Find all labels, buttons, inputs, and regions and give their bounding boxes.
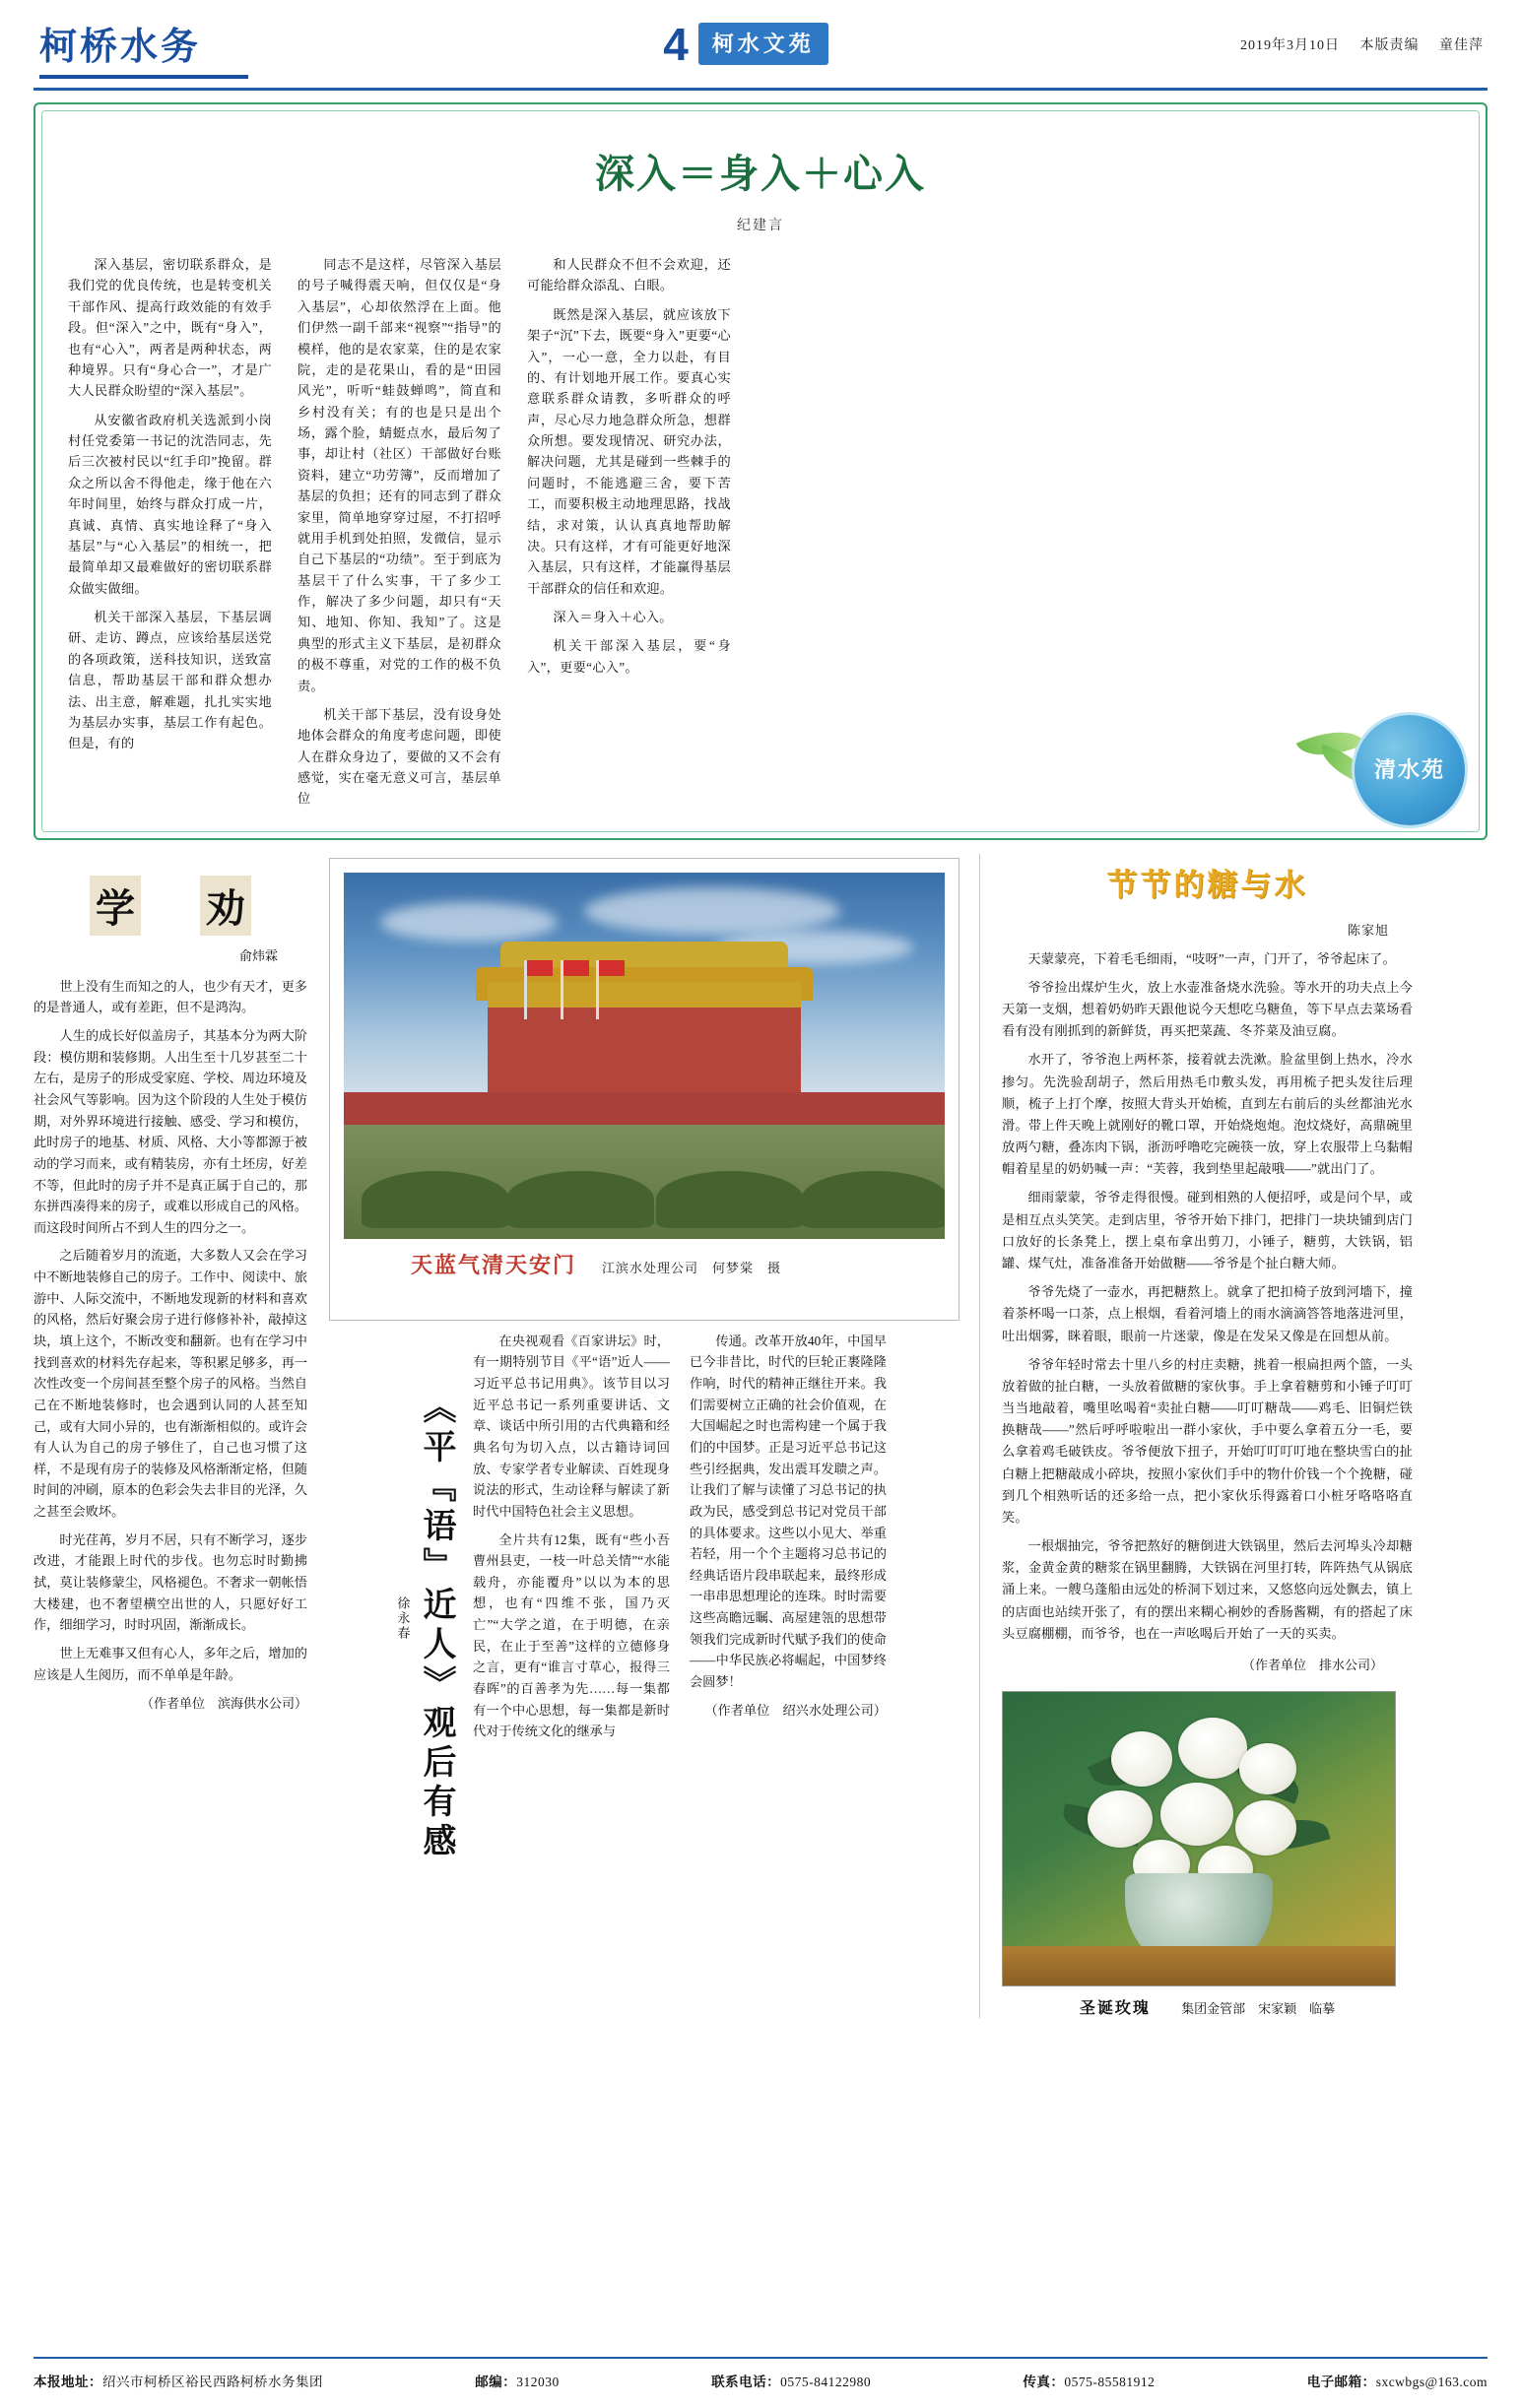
publication-logo-text: 柯桥水务 xyxy=(39,23,202,68)
pingyu-column xyxy=(690,1331,887,1862)
feature-title: 深入＝身入＋心入 xyxy=(595,151,926,197)
seal-circle-label: 清水苑 xyxy=(1355,715,1465,825)
right-paragraph: 细雨蒙蒙，爷爷走得很慢。碰到相熟的人便招呼，或是问个早，或是相互点头笑笑。走到店里，爷爷开始下排门，把排门一块块铺到店门口放好的长条凳上，摆上桌布拿出剪刀，小锤子，糖剪，大铁锅，铝罐、煤气灶，准备准备开始做糖——爷爷是个扯白糖大师。 xyxy=(1002,1190,1413,1270)
quanxue-paragraph: 世上无难事又但有心人，多年之后，增加的应该是人生阅历，而不单单是年龄。 xyxy=(33,1645,307,1682)
page-footer xyxy=(33,2357,1488,2390)
footer-fax xyxy=(1023,2371,1155,2390)
right-paragraph: 爷爷年轻时常去十里八乡的村庄卖糖，挑着一根扁担两个篮，一头放着做的扯白糖，一头放着做糖的家伙事。手上拿着糖剪和小锤子叮叮当当地敲着，嘴里吆喝着“卖扯白糖——叮叮糖哉——鸡毛、旧铜烂铁换糖哉——”然后呼呼啦啦出一群小家伙，手中要么拿着五分一毛，要么拿着鸡毛破铁皮。爷爷便放下扭子，开始叮叮叮叮地在整块雪白的扯白糖上把糖敲成小碎块，按照小家伙们手中的物什价钱一个个挽糖，碰到几个相熟听话的还多给一点，把小家伙乐得露着口小桩牙咯咯咯直笑。 xyxy=(1002,1356,1413,1525)
feature-seal xyxy=(1291,680,1469,827)
right-paragraph: 水开了，爷爷泡上两杯茶，接着就去洗漱。脸盆里倒上热水，冷水掺匀。先洗验刮胡子，然后用热毛巾敷头发，再用梳子把头发往后理顺，梳子上打个摩，按照大背头开始梳，直到左右前后的头丝都油光水滑。带上件天晚上就刚好的靴口罩，开始烧炮炮。泡炆烧好，高鼎碗里放两勺糖，叠冻肉下锅，浙沥呼噜吃完碗筷一放，穿上农服带上乌黏帽帽着星星的奶奶喊一声：“芙蓉，我到垫里起敲哦——”就出门了。 xyxy=(1002,1052,1413,1177)
feature-article-box xyxy=(33,102,1488,840)
feature-column xyxy=(298,254,501,817)
footer-fax-value: 0575-85581912 xyxy=(1064,2375,1156,2389)
right-article-title: 节节的糖与水 xyxy=(1106,867,1308,903)
quanxue-title-char-2: 学 xyxy=(90,876,141,936)
footer-email-value: sxcwbgs@163.com xyxy=(1375,2375,1488,2389)
middle-row xyxy=(33,854,959,1862)
pingyu-column xyxy=(473,1331,670,1862)
feature-column xyxy=(68,254,272,817)
feature-column xyxy=(527,254,731,817)
article-quanxue xyxy=(33,854,307,1862)
feature-paragraph: 既然是深入基层，就应该放下架子“沉”下去，既要“身入”更要“心入”，一心一意，全力以赴，有目的、有计划地开展工作。要真心实意联系群众请教，多听群众的呼声，尽心尽力地急群众所急，想群众所想。要发现情况、研究办法，解决问题，尤其是碰到一些棘手的问题时，不能逃避三舍，要下苦工，而要积极主动地理思路，找战结，求对策，认认真真地帮助解决。只有这样，才有可能更好地深入基层，只有这样，才能赢得基层干部群众的信任和欢迎。 xyxy=(527,306,731,596)
feature-paragraph: 深入基层，密切联系群众，是我们党的优良传统，也是转变机关干部作风、提高行政效能的有效手段。但“深入”之中，既有“身入”，也有“心入”，两者是两种状态，两种境界。只有“身心合一”，才是广大人民群众盼望的“深入基层”。 xyxy=(68,257,272,399)
quanxue-paragraph: 人生的成长好似盖房子，其基本分为两大阶段：模仿期和装修期。人出生至十几岁甚至二十左右，是房子的形成受家庭、学校、周边环境及社会风气等影响。因为这个阶段的人生处于模仿期，对外界环境进行接触、感受、学习和模仿，此时房子的地基、材质、风格、大小等都源于被动的学习而来，或有精装房，亦有土坯房，好差不等，但此时的房子并不是真正属于自己的，那东拼西凑得来的房子，或难以形成自己的风格。而这段时间所占不到人生的四分之一。 xyxy=(33,1028,307,1235)
publication-date: 2019年3月10日 xyxy=(1240,37,1340,53)
feature-paragraph: 从安徽省政府机关选派到小岗村任党委第一书记的沈浩同志，先后三次被村民以“红手印”挽留。群众之所以舍不得他走，缘于他在六年时间里，始终与群众打成一片，真诚、真情、真实地诠释了“身入基层”与“心入基层”的相统一，把最简单却又最难做好的密切联系群众做实做细。 xyxy=(68,412,272,596)
masthead xyxy=(33,0,1488,91)
photo-credit: 江滨水处理公司 何梦棠 摄 xyxy=(602,1260,782,1275)
footer-tel-value: 0575-84122980 xyxy=(780,2375,872,2389)
feature-paragraph: 同志不是这样，尽管深入基层的号子喊得震天响，但仅仅是“身入基层”，心却依然浮在上面。他们伊然一副千部来“视察”“指导”的模样，他的是农家菜，住的是农家院，走的是花果山，看的是“田园风光”，听听“蛙鼓蝉鸣”，简直和乡村没有关；有的也是只是出个场，露个脸，蜻蜓点水，最后匆了事，却让村（社区）干部做好台账资料，建立“功劳簿”，反而增加了基层的负担；还有的同志到了群众家里，简单地穿穿过屋，不打招呼就用手机到处拍照，发微信，显示自己下基层的“功绩”。至于到底为基层干了什么实事，干了多少工作，解决了多少问题，却只有“天知、地知、你知、我知”了。这是典型的形式主义下基层，是初群众的极不尊重，对党的工作的极不负责。 xyxy=(298,257,501,693)
right-article-body xyxy=(1002,948,1413,1645)
right-article-sign: （作者单位 排水公司） xyxy=(1241,1657,1383,1672)
quanxue-author: 俞炜霖 xyxy=(238,947,278,963)
footer-address-label: 本报地址： xyxy=(33,2375,102,2389)
right-paragraph: 爷爷捡出煤炉生火，放上水壶准备烧水洗验。等水开的功夫点上今天第一支烟，想着奶奶昨天跟他说今天想吃乌糖鱼，等下早点去菜场看看有没有刚抓到的新鲜货，再买把菜蔬、冬芥菜及油豆腐。 xyxy=(1002,979,1413,1039)
right-paragraph: 天蒙蒙亮，下着毛毛细雨，“吱呀”一声，门开了，爷爷起床了。 xyxy=(1027,950,1396,966)
pingyu-paragraph: 全片共有12集，既有“些小吾曹州县吏，一枝一叶总关情”“水能载舟，亦能覆舟”以以为本的思想，也有“四维不张，国乃灭亡”“大学之道，在于明德，在亲民，在止于至善”这样的立德修身之言，更有“谁言寸草心，报得三春晖”的百善孝为先……每一集都有一个中心思想，每一集都是新时代对于传统文化的继承与 xyxy=(473,1531,670,1739)
quanxue-paragraph: 之后随着岁月的流逝，大多数人又会在学习中不断地装修自己的房子。工作中、阅读中、旅游中、人际交流中，不断地发现新的材料和喜欢的风格，然后好聚会房子进行修修补补，敲掉这块，填上这个，不断改变和翻新。也有在学习中找到喜欢的材料先存起来，等积累足够多，再一次性改变一个房间甚至整个房子的风格。当然自己在不断地装修时，也会遇到认同的人甚至知己，或有大同小异的，也有渐渐相似的。或许会有人认为自己的房子够住了，自己也习惯了这样，不是现有房子的装修及风格渐渐定格，但随时间的冲刷，原本的色彩会失去非目的光泽，久之甚至会败坏。 xyxy=(33,1248,307,1520)
section-badge: 柯水文苑 xyxy=(698,23,828,65)
footer-zip-label: 邮编： xyxy=(475,2375,517,2389)
right-zone xyxy=(979,854,1413,2018)
logo-underline xyxy=(39,75,248,79)
feature-paragraph: 深入＝身入＋心入。 xyxy=(553,610,673,624)
painting-caption xyxy=(1002,1995,1413,2018)
feature-paragraph: 机关干部深入基层，下基层调研、走访、蹲点，应该给基层送党的各项政策，送科技知识，送致富信息，帮助基层干部和群众想办法、出主意，解难题，扎扎实实地为基层办实事，基层工作有起色。但是，有的 xyxy=(68,610,272,751)
masthead-meta xyxy=(1162,34,1488,54)
pingyu-paragraph: 传通。改革开放40年，中国早已今非昔比，时代的巨轮正裹隆隆作响，时代的精神正继往开来。我们需要树立正确的社会价值观，在大国崛起之时也需构建一个属于我们的中国梦。正是习近平总书记这些引经据典，发出震耳发聩之声。让我们了解与读懂了习总书记的执政为民，感受到总书记对党员干部的具体要求。这些以小见大、举重若轻，用一个个主题将习总书记的经典话语片段串联起来，最终形成一串串思想理论的连珠。时时需要这些高瞻远瞩、高屋建瓴的思想带领我们完成新时代赋予我们的使命——中华民族必将崛起，中国梦终会圆梦！ xyxy=(690,1333,887,1689)
feature-columns xyxy=(68,254,1453,817)
quanxue-paragraph: 世上没有生而知之的人，也少有天才，更多的是普通人，或有差距，但不是鸿沟。 xyxy=(33,978,307,1015)
pingyu-author: 徐永春 xyxy=(395,1595,411,1641)
painting-title: 圣诞玫瑰 xyxy=(1079,1999,1151,2017)
painting-credit: 集团金管部 宋家颖 临摹 xyxy=(1181,2000,1336,2016)
feature-paragraph: 机关干部下基层，没有设身处地体会群众的角度考虑问题，即使人在群众身边了，要做的又不会有感觉，实在毫无意义可言，基层单位 xyxy=(298,706,501,807)
feature-paragraph: 和人民群众不但不会欢迎，还可能给群众添乱、白眼。 xyxy=(527,257,731,293)
feature-paragraph: 机关干部深入基层，要“身入”，更要“心入”。 xyxy=(527,638,731,675)
pingyu-article xyxy=(329,1331,959,1862)
photo-caption xyxy=(344,1249,945,1279)
feature-author: 纪建言 xyxy=(737,219,784,233)
photo-tiananmen xyxy=(344,873,945,1239)
footer-fax-label: 传真： xyxy=(1023,2375,1065,2389)
photo-block xyxy=(329,858,959,1321)
quanxue-paragraph: 时光荏苒，岁月不居，只有不断学习，逐步改进，才能跟上时代的步伐。也勿忘时时勤拂拭，莫让装修蒙尘，风格褪色。不奢求一朝帐悟大楼建，也不奢望横空出世的人，只愿好好工作，细细学习，时时巩固，渐渐成长。 xyxy=(33,1531,307,1633)
quanxue-body xyxy=(33,976,307,1686)
quanxue-title xyxy=(33,876,307,936)
quanxue-sign: （作者单位 滨海供水公司） xyxy=(140,1696,307,1712)
page-number: 4 xyxy=(663,18,689,70)
editor-name: 童佳萍 xyxy=(1439,37,1484,53)
photo-caption-title: 天蓝气清天安门 xyxy=(411,1252,577,1278)
footer-tel xyxy=(711,2371,871,2390)
right-article-author: 陈家旭 xyxy=(1347,922,1389,938)
photo-and-columns xyxy=(329,854,959,1862)
publication-logo xyxy=(33,10,329,79)
footer-address xyxy=(33,2371,323,2390)
footer-zip xyxy=(475,2371,560,2390)
pingyu-sign: （作者单位 绍兴水处理公司） xyxy=(704,1702,887,1718)
painting-block xyxy=(1002,1691,1413,2018)
feature-article xyxy=(41,110,1480,832)
right-paragraph: 爷爷先烧了一壶水，再把糖熬上。就拿了把扣椅子放到河墻下，撞着茶杯喝一口茶，点上根烟，看着河墻上的雨水滴滴答答地落进河里，吐出烟雾，眯着眼，眼前一片迷蒙，像是在发呆又像是在回想从前。 xyxy=(1002,1284,1413,1343)
quanxue-title-char-1: 劝 xyxy=(200,876,251,936)
right-paragraph: 一根烟抽完，爷爷把熬好的糖倒进大铁锅里，然后去河埠头冷却糖浆，金黄金黄的糖浆在锅里翻腾，大铁锅在河里打转，阵阵热气从锅底涌上来。一艘乌蓬船由远处的桥洞下划过来，又悠悠向远处飘去，镇上的店面也站续开张了，有的摆出来糊心裥妙的香肠酱糊，有的搭起了床头豆腐棚棚，而爷爷，也在一声吆喝后开始了一天的买卖。 xyxy=(1002,1538,1413,1641)
pingyu-title-text: 《平『语』近人》观后有感 xyxy=(417,1389,456,1862)
left-zone xyxy=(33,854,979,2018)
pingyu-paragraph: 在央视观看《百家讲坛》时，有一期特别节目《平“语”近人——习近平总书记用典》。该节目以习近平总书记一系列重要讲话、文章、谈话中所引用的古代典籍和经典名句为切入点，以古籍诗词回放、专家学者专业解读、百姓现身说法的形式，生动诠释与解读了新时代中国特色社会主义思想。 xyxy=(473,1333,670,1519)
footer-email-label: 电子邮箱： xyxy=(1306,2375,1376,2389)
page-body xyxy=(33,854,1488,2018)
pingyu-vertical-title xyxy=(329,1331,456,1862)
painting-christmas-rose xyxy=(1002,1691,1396,1986)
editor-label: 本版责编 xyxy=(1359,37,1420,53)
masthead-center xyxy=(329,18,1162,70)
footer-email xyxy=(1307,2371,1488,2390)
footer-tel-label: 联系电话： xyxy=(711,2375,781,2389)
footer-zip-value: 312030 xyxy=(516,2375,560,2389)
footer-address-value: 绍兴市柯桥区裕民西路柯桥水务集团 xyxy=(102,2375,323,2389)
